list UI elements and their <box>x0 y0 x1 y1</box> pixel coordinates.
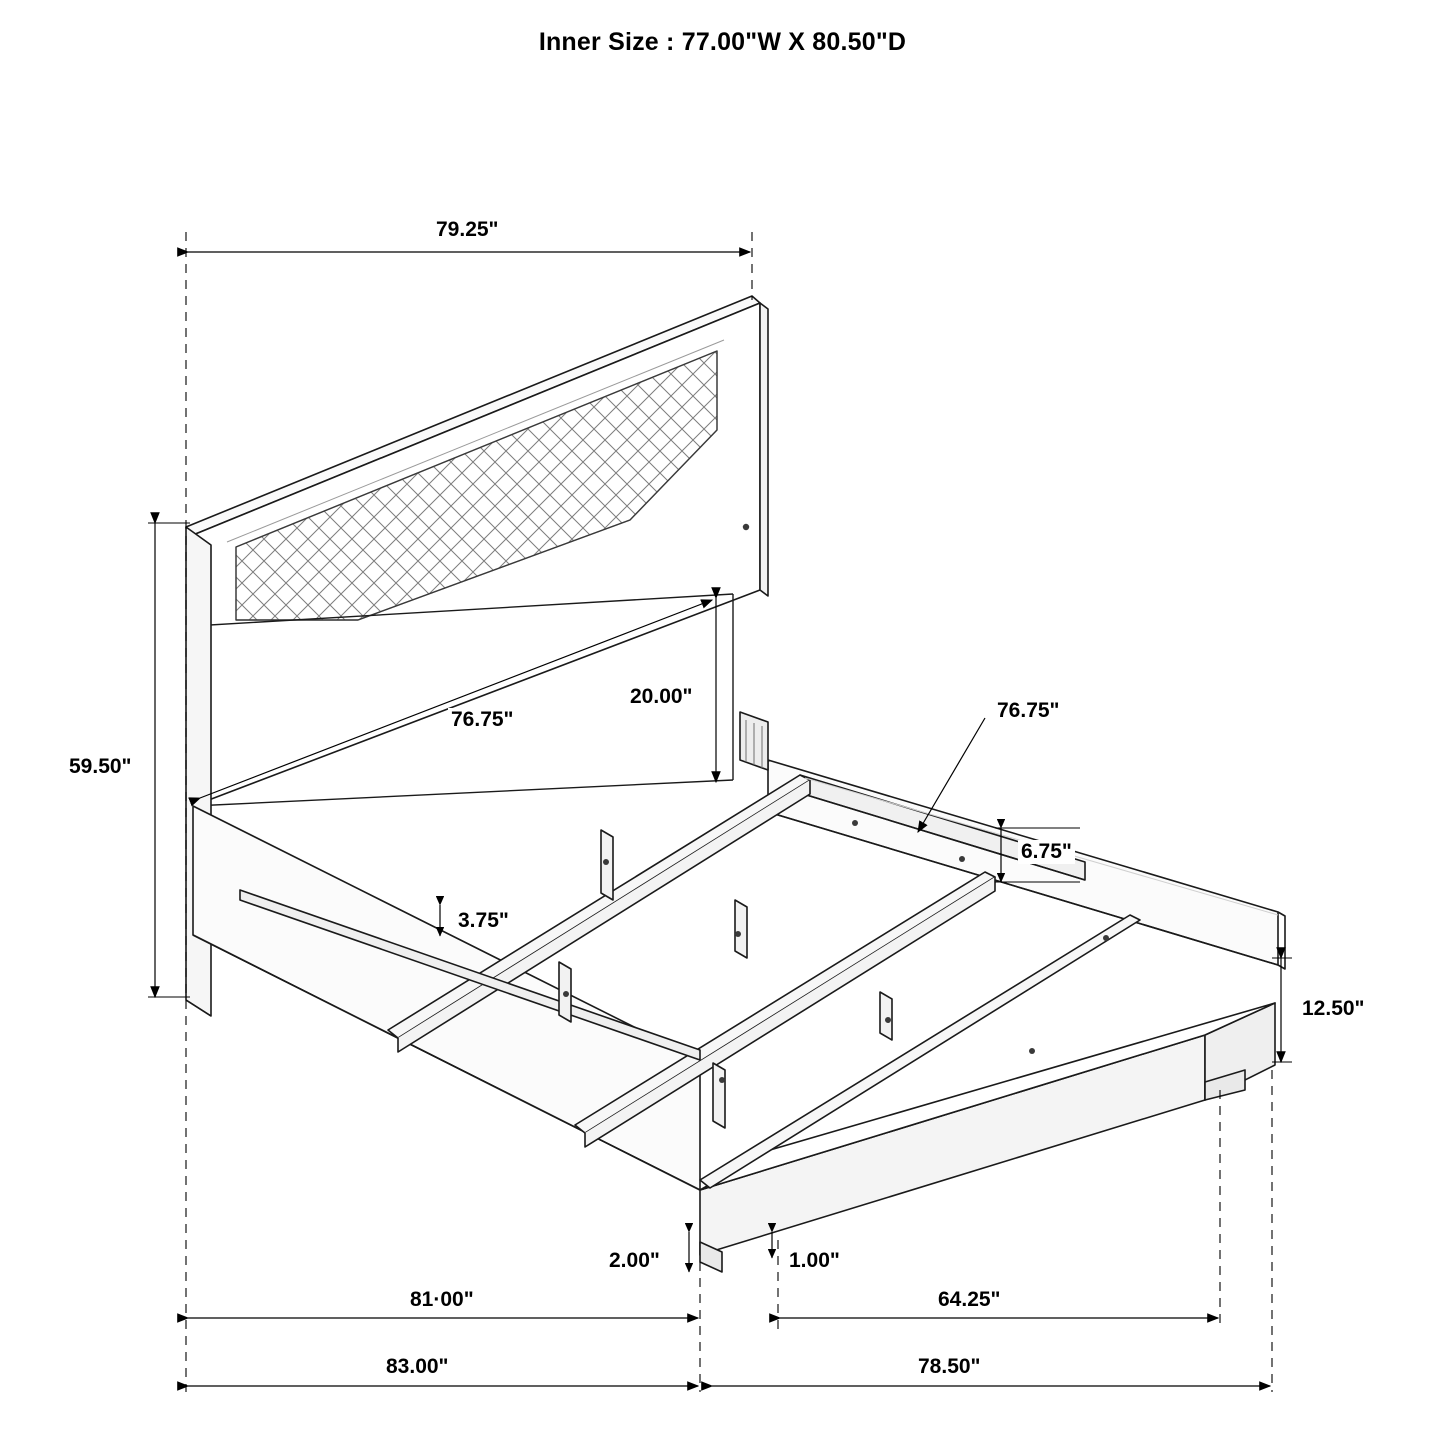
bed-outline <box>186 296 1285 1272</box>
dimension-label-rail-clearance: 2.00" <box>606 1249 663 1273</box>
dimension-label-footboard-height: 12.50" <box>1299 997 1368 1021</box>
dimension-label-overall-height: 59.50" <box>66 755 135 779</box>
dimension-label-center-leg-height: 3.75" <box>455 909 512 933</box>
dimension-label-foot-thickness: 1.00" <box>786 1249 843 1273</box>
dimension-label-headboard-panel-width: 76.75" <box>448 708 517 732</box>
dimension-label-overall-length: 83.00" <box>383 1355 452 1379</box>
page-title: Inner Size : 77.00"W X 80.50"D <box>538 28 907 56</box>
dimension-label-headboard-width: 79.25" <box>433 218 502 242</box>
dimension-label-slat-support-height: 6.75" <box>1018 840 1075 864</box>
dimension-label-inner-length-left: 81·00" <box>407 1288 477 1312</box>
dimension-label-inner-width-right: 64.25" <box>935 1288 1004 1312</box>
dimension-label-overall-width: 78.50" <box>915 1355 984 1379</box>
dimension-label-headboard-lower-height: 20.00" <box>627 685 696 709</box>
dimension-label-side-rail-length: 76.75" <box>994 699 1063 723</box>
